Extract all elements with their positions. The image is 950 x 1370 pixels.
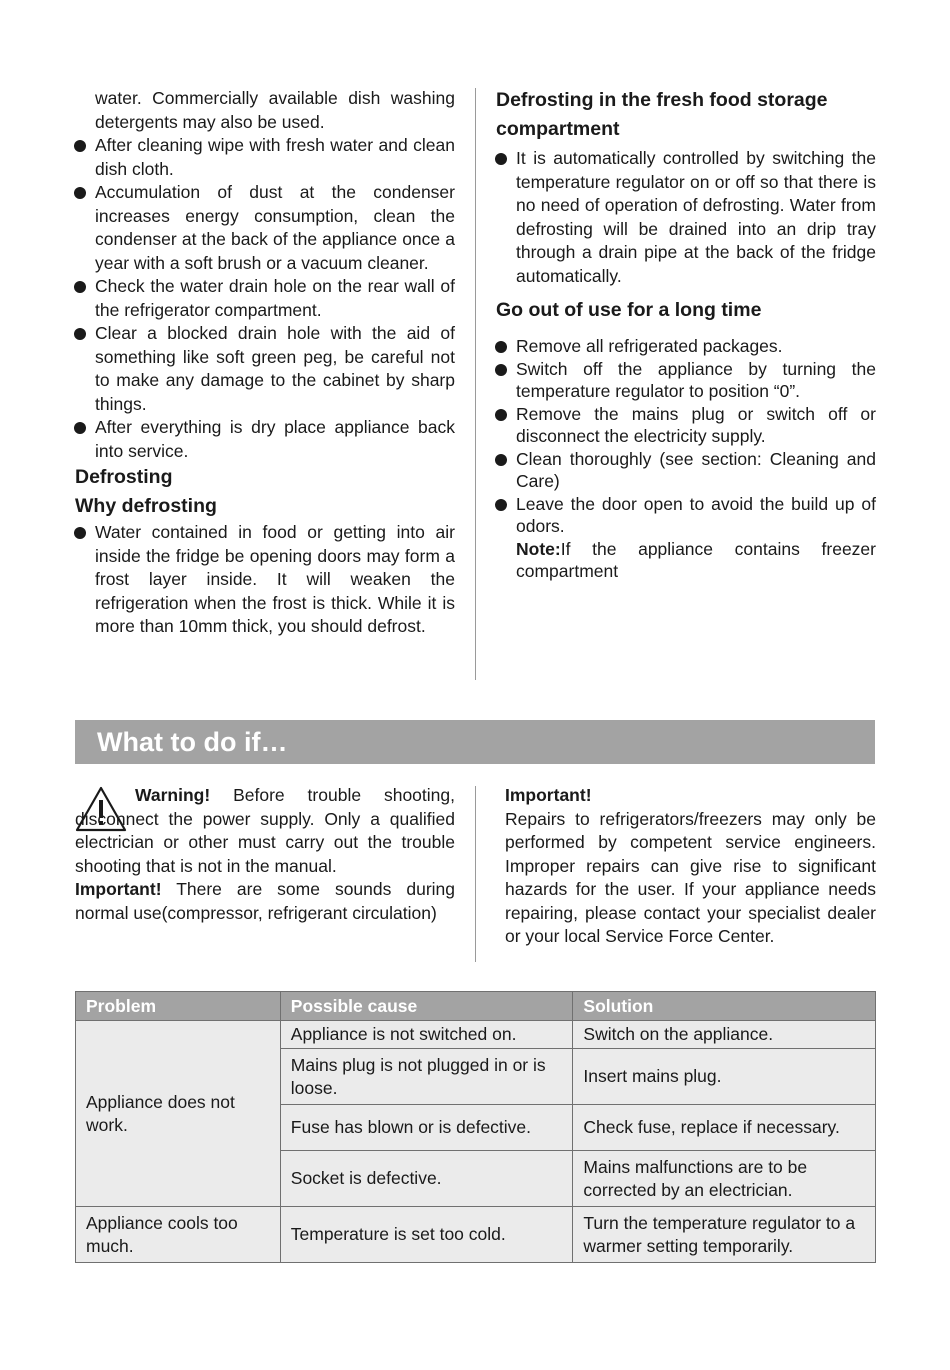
table-header-row [76,992,876,1021]
list-item: Clear a blocked drain hole with the aid of something like soft green peg, be careful not to make any damage to the cabinet by sharp things. [75,322,455,416]
cause-cell: Fuse has blown or is defective. [280,1105,573,1151]
header-cause: Possible cause [280,992,573,1021]
list-item: Check the water drain hole on the rear wall of the refrigerator compartment. [75,275,455,322]
warning-label: Warning! [135,785,211,805]
troubleshooting-table [75,991,876,1263]
cleaning-continuation: water. Commercially available dish washing detergents may also be used. [95,88,455,132]
solution-cell: Switch on the appliance. [573,1021,876,1049]
long-time-bullets [496,335,876,538]
column-divider-top [475,88,476,680]
why-defrosting-bullets [75,521,455,639]
important-left-body: There are some sounds during normal use(compressor, refrigerant circulation) [75,879,455,923]
cause-cell: Temperature is set too cold. [280,1207,573,1263]
important-right-text: Repairs to refrigerators/freezers may only be performed by competent service engineers. Improper repairs can give rise to significant hazards for the user. If your appliance needs repairing, please contact your specialist dealer or your local Service Force Center. [505,808,876,946]
list-item: Switch off the appliance by turning the temperature regulator to position “0”. [496,358,876,403]
header-problem: Problem [76,992,281,1021]
list-item: It is automatically controlled by switching the temperature regulator on or off so that there is no need of operation of defrosting. Water from defrosting will be drained into an drip tray through a drain pipe at the back of the fridge automatically. [496,147,876,288]
fresh-food-defrost-heading: Defrosting in the fresh food storage compartment [496,89,828,140]
banner-title: What to do if… [97,727,288,757]
note-label: Note: [516,538,561,559]
important-right-label: Important! [505,785,592,805]
cause-cell: Socket is defective. [280,1151,573,1207]
important-left-label: Important! [75,879,162,899]
long-time-heading: Go out of use for a long time [496,299,762,321]
warning-body: Before trouble shooting, disconnect the power supply. Only a qualified electrician or other must carry out the trouble shooting that is not in the manual. [75,785,455,876]
important-right-block [505,784,876,949]
list-item: Remove all refrigerated packages. [496,335,876,358]
column-divider-bottom [475,786,476,962]
solution-cell: Insert mains plug. [573,1049,876,1105]
list-item: Leave the door open to avoid the build up of odors. [496,493,876,538]
why-defrosting-heading: Why defrosting [75,495,217,517]
warning-text [75,784,455,878]
list-item: Water contained in food or getting into air inside the fridge be opening doors may form a frost layer inside. It will weaken the refrigeration when the frost is thick. While it is more than 10mm thick, you should defrost. [75,521,455,639]
cleaning-bullets [75,134,455,463]
note [496,538,876,583]
problem-cell: Appliance does not work. [76,1021,281,1207]
cause-cell: Mains plug is not plugged in or is loose. [280,1049,573,1105]
left-column [75,87,455,639]
warning-block [75,784,455,925]
list-item: Remove the mains plug or switch off or disconnect the electricity supply. [496,403,876,448]
problem-cell: Appliance cools too much. [76,1207,281,1263]
fresh-food-bullets [496,147,876,288]
what-to-do-banner [75,720,875,764]
list-item: Accumulation of dust at the condenser increases energy consumption, clean the condenser at the back of the appliance once a year with a soft brush or a vacuum cleaner. [75,181,455,275]
list-item: After everything is dry place appliance back into service. [75,416,455,463]
right-column [496,86,876,583]
note-text: If the appliance contains freezer compartment [516,538,876,581]
defrosting-heading: Defrosting [75,466,173,488]
list-item: Clean thoroughly (see section: Cleaning and Care) [496,448,876,493]
solution-cell: Mains malfunctions are to be corrected by an electrician. [573,1151,876,1207]
solution-cell: Turn the temperature regulator to a warmer setting temporarily. [573,1207,876,1263]
solution-cell: Check fuse, replace if necessary. [573,1105,876,1151]
cause-cell: Appliance is not switched on. [280,1021,573,1049]
header-solution: Solution [573,992,876,1021]
list-item: After cleaning wipe with fresh water and clean dish cloth. [75,134,455,181]
table-row [76,1207,876,1263]
table-row [76,1021,876,1049]
important-left [75,878,455,925]
